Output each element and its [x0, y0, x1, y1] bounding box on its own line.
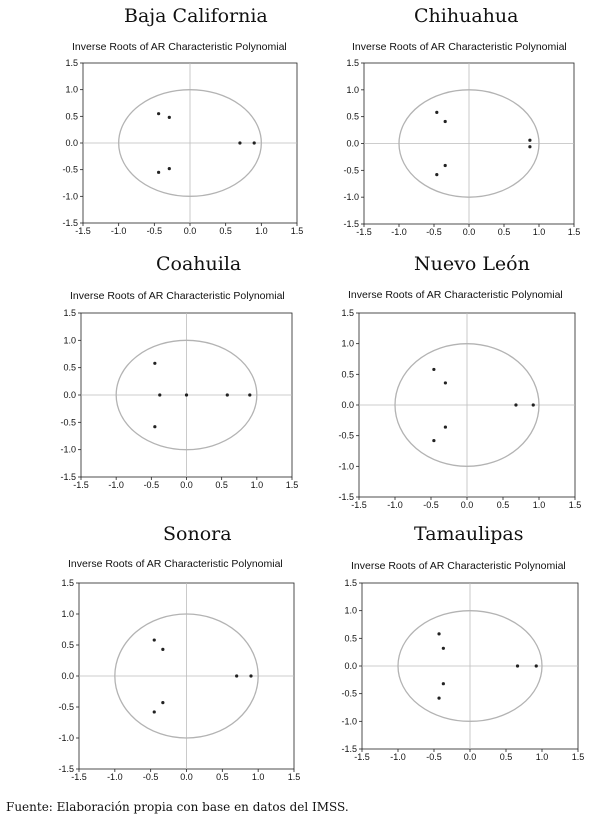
y-tick-label: 1.0 [341, 338, 354, 349]
y-tick-label: 1.5 [341, 308, 354, 318]
y-tick-label: -1.5 [338, 492, 354, 502]
y-tick-label: 1.0 [346, 84, 359, 95]
x-tick-label: 0.5 [219, 226, 232, 236]
y-tick-label: 0.0 [63, 390, 76, 400]
root-point [442, 682, 445, 685]
x-tick-label: -1.0 [387, 500, 403, 510]
y-tick-label: -1.0 [338, 461, 354, 472]
x-tick-label: 0.5 [497, 227, 511, 237]
y-tick-label: 1.0 [344, 605, 357, 616]
y-tick-label: 0.5 [63, 362, 76, 373]
state-title: Coahuila [156, 253, 242, 275]
y-tick-label: -1.5 [343, 219, 359, 229]
y-tick-label: 0.0 [344, 661, 357, 671]
x-tick-label: -1.0 [110, 226, 127, 236]
x-tick-label: -1.5 [73, 480, 89, 490]
y-tick-label: -0.5 [338, 430, 354, 441]
x-tick-label: 1.5 [571, 752, 585, 762]
x-tick-label: 1.5 [290, 226, 304, 236]
x-tick-label: 1.5 [567, 227, 581, 237]
x-tick-label: -0.5 [426, 227, 442, 237]
y-tick-label: -1.0 [60, 444, 76, 455]
y-tick-label: 0.5 [65, 111, 78, 122]
y-tick-label: 1.5 [61, 578, 74, 588]
x-tick-label: 0.0 [180, 772, 193, 782]
x-tick-label: -0.5 [426, 752, 442, 762]
x-tick-label: 1.5 [285, 480, 299, 490]
y-tick-label: 0.5 [346, 111, 359, 122]
y-tick-label: -0.5 [60, 417, 76, 428]
x-tick-label: -0.5 [143, 480, 160, 490]
x-tick-label: -1.5 [356, 227, 372, 237]
state-title: Tamaulipas [414, 523, 524, 545]
root-point [442, 647, 445, 650]
y-tick-label: 1.5 [346, 58, 359, 68]
plot-title: Inverse Roots of AR Characteristic Polynomial [352, 41, 567, 53]
x-tick-label: -0.5 [423, 500, 439, 510]
x-tick-label: -1.5 [351, 500, 367, 510]
y-tick-label: 1.0 [61, 609, 74, 619]
x-tick-label: 0.5 [216, 772, 229, 782]
y-tick-label: -0.5 [58, 702, 74, 712]
y-tick-label: 0.0 [61, 671, 74, 681]
y-tick-label: 1.0 [63, 335, 76, 346]
x-tick-label: -0.5 [146, 226, 163, 236]
x-tick-label: 0.0 [463, 752, 477, 762]
state-title: Nuevo León [414, 253, 530, 275]
x-tick-label: 0.0 [462, 227, 476, 237]
x-tick-label: 0.0 [180, 480, 193, 490]
y-tick-label: 0.0 [346, 138, 359, 149]
x-tick-label: -1.0 [390, 752, 406, 762]
y-tick-label: -0.5 [341, 688, 357, 699]
x-tick-label: 0.0 [183, 226, 197, 236]
y-tick-label: 1.0 [65, 84, 78, 95]
y-tick-label: 1.5 [63, 308, 76, 318]
y-tick-label: -0.5 [343, 165, 359, 176]
y-tick-label: -1.0 [341, 716, 357, 727]
state-title: Sonora [163, 523, 232, 545]
x-tick-label: 0.5 [499, 752, 513, 762]
y-tick-label: 0.0 [341, 400, 354, 410]
state-title: Chihuahua [414, 5, 519, 27]
plot-title: Inverse Roots of AR Characteristic Polynomial [72, 41, 287, 53]
x-tick-label: -1.0 [107, 772, 123, 782]
x-tick-label: 1.0 [535, 752, 549, 762]
x-tick-label: 1.0 [532, 227, 546, 237]
y-tick-label: -1.5 [62, 218, 78, 228]
root-point [437, 632, 440, 635]
y-tick-label: 0.0 [65, 138, 78, 148]
x-tick-label: -1.5 [75, 226, 91, 236]
y-tick-label: 1.5 [65, 58, 78, 68]
x-tick-label: 0.5 [496, 500, 510, 510]
y-tick-label: -1.0 [343, 192, 359, 203]
x-tick-label: 1.5 [287, 772, 301, 782]
plot-title: Inverse Roots of AR Characteristic Polynomial [348, 289, 563, 301]
x-tick-label: 0.5 [215, 480, 228, 490]
x-tick-label: -1.5 [354, 752, 370, 762]
y-tick-label: -0.5 [62, 164, 78, 175]
x-tick-label: 0.0 [460, 500, 474, 510]
state-title: Baja California [124, 5, 268, 27]
x-tick-label: 1.0 [255, 226, 268, 236]
y-tick-label: -1.0 [58, 733, 74, 743]
plot-title: Inverse Roots of AR Characteristic Polynomial [351, 560, 566, 572]
y-tick-label: -1.5 [341, 744, 357, 754]
plot-title: Inverse Roots of AR Characteristic Polynomial [68, 558, 283, 570]
y-tick-label: 0.5 [341, 369, 354, 380]
x-tick-label: 1.5 [568, 500, 582, 510]
x-tick-label: 1.0 [532, 500, 546, 510]
y-tick-label: -1.0 [62, 191, 78, 202]
x-tick-label: -1.0 [108, 480, 124, 490]
plot-title: Inverse Roots of AR Characteristic Polynomial [70, 290, 285, 302]
y-tick-label: 0.5 [344, 633, 357, 644]
y-tick-label: 0.5 [61, 640, 74, 650]
x-tick-label: -0.5 [142, 772, 159, 782]
x-tick-label: -1.0 [391, 227, 407, 237]
root-point [516, 664, 519, 667]
y-tick-label: 1.5 [344, 578, 357, 588]
root-point [437, 696, 440, 699]
y-tick-label: -1.5 [60, 472, 76, 482]
source-note: Fuente: Elaboración propia con base en datos del IMSS. [6, 800, 349, 814]
x-tick-label: -1.5 [71, 772, 87, 782]
y-tick-label: -1.5 [58, 764, 74, 774]
x-tick-label: 1.0 [251, 772, 265, 782]
x-tick-label: 1.0 [250, 480, 264, 490]
root-point [535, 664, 538, 667]
